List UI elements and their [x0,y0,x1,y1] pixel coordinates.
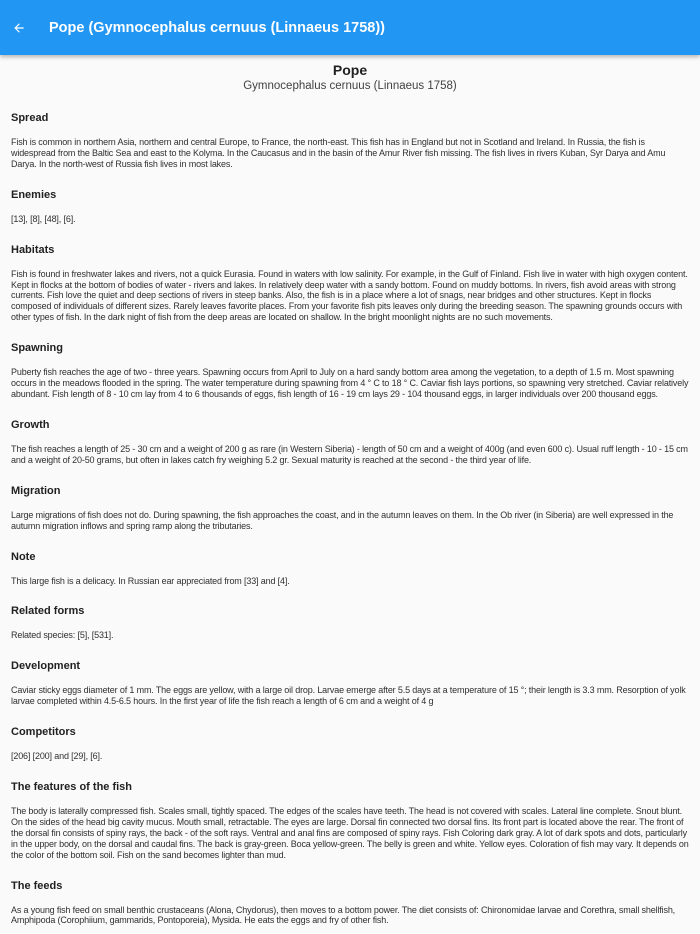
section-enemies [11,180,689,235]
fish-name: Pope [332,62,368,78]
section-note [11,542,689,597]
section-title: Habitats [11,243,55,256]
section-title: Note [11,550,36,563]
section-migration [11,476,689,542]
section-feeds [11,871,689,934]
section-spread [11,103,689,180]
section-text: As a young fish feed on small benthic crustaceans (Alona, Chydorus), then moves to a bottom power. The diet consists of: Chironomidae larvae and Corethra, small shellfish, Amphipoda (Corophiium, gammarids, Pontoporeia), Mysida. He eats the eggs and fry of other fish. [11,904,676,926]
section-text: Large migrations of fish does not do. During spawning, the fish approaches the coast, and in the autumn leaves on them. In the Ob river (in Siberia) are well expressed in the autumn migration inflows and spring ramp along the tributaries. [11,509,674,531]
fish-latin-name: Gymnocephalus cernuus (Linnaeus 1758) [243,80,457,92]
section-title: The features of the fish [11,781,133,794]
section-title: The feeds [11,879,63,892]
section-text: This large fish is a delicacy. In Russian ear appreciated from [33] and [4]. [11,575,290,586]
section-habitats [11,235,689,334]
section-text: Caviar sticky eggs diameter of 1 mm. The eggs are yellow, with a large oil drop. Larvae emerge after 5.5 days at a temperature of 15 °; their length is 3.3 mm. Resorption of yolk larvae completed within 4.5-6.5 hours. In the first year of life the fish reach a length of 6 cm and a weight of 4 g [11,685,686,707]
fish-header [0,55,700,93]
section-title: Development [11,660,81,673]
section-text: Related species: [5], [531]. [11,630,114,641]
app-bar [0,0,700,55]
section-title: Spread [11,112,49,124]
section-title: Growth [11,418,50,431]
section-text: [206] [200] and [29], [6]. [11,751,103,762]
sections-list [0,103,700,934]
section-text: [13], [8], [48], [6]. [11,213,76,224]
section-title: Competitors [11,726,76,739]
section-text: The body is laterally compressed fish. Scales small, tightly spaced. The edges of the scales have teeth. The head is not covered with scales. Lateral line complete. Snout blunt. On the sides of the head big cavity mucus. Mouth small, retractable. The eyes are large. Dorsal fin connected two dorsal fins. Its front part is located above the rear. The front of the dorsal fin consists of spiny rays, the back - of the soft rays. Ventral and anal fins are composed of spiny rays. Fish Coloring dark gray. A lot of dark spots and dots, particularly in the upper body, on the dorsal and caudal fins. The back is gray-green. Boca yellow-green. The belly is green and white. Yellow eyes. Coloration of fish may vary. It depends on the color of the bottom soil. Fish on the sand becomes lighter than mud. [11,806,689,860]
section-development [11,651,689,717]
section-spawning [11,333,689,410]
section-competitors [11,717,689,772]
app-bar-title: Pope (Gymnocephalus cernuus (Linnaeus 1758)) [49,19,385,36]
section-text: Puberty fish reaches the age of two - three years. Spawning occurs from April to July on a hard sandy bottom area among the vegetation, to a depth of 1.5 m. Most spawning occurs in the meadows flooded in the spring. The water temperature during spawning from 4 ° C to 18 ° C. Caviar fish lays portions, so spawning very stretched. Caviar relatively abundant. Fish length of 8 - 10 cm lay from 4 to 6 thousands of eggs, fish length of 16 - 19 cm lays 29 - 104 thousand eggs, in larger individuals over 200 thousand eggs. [11,367,689,399]
section-text: The fish reaches a length of 25 - 30 cm and a weight of 200 g as rare (in Western Siberia) - length of 50 cm and a weight of 400g (and even 600 c). Usual ruff length - 10 - 15 cm and a weight of 20-50 grams, but often in lakes catch fry weighing 5.2 gr. Sexual maturity is reached at the second - the third year of life. [11,443,688,465]
section-title: Migration [11,484,61,497]
back-button[interactable] [0,0,38,55]
section-features [11,772,689,871]
section-growth [11,410,689,476]
arrow-back-icon [12,21,26,35]
section-text: Fish is common in northern Asia, northern and central Europe, to France, the north-east. This fish has in England but not in Scotland and Ireland. In Russia, the fish is widespread from the Baltic Sea and east to the Kolyma. In the Caucasus and in the basin of the Amur River fish missing. The fish lives in rivers Kuban, Syr Darya and Amu Darya. In the north-west of Russia fish lives in most lakes. [11,137,666,169]
section-related-forms [11,596,689,651]
section-title: Enemies [11,188,57,201]
section-title: Related forms [11,605,85,618]
section-title: Spawning [11,342,63,355]
fish-detail-content[interactable] [0,55,700,934]
section-text: Fish is found in freshwater lakes and rivers, not a quick Eurasia. Found in waters with low salinity. For example, in the Gulf of Finland. Fish live in water with high oxygen content. Kept in flocks at the bottom of bodies of water - rivers and lakes. In relatively deep water with a sandy bottom. Found on muddy bottoms. In rivers, fish avoid areas with strong currents. Fish love the quiet and deep sections of rivers in steep banks. Also, the fish is in a place where a lot of snags, near bridges and other structures. Kept in flocks composed of individuals of different sizes. Rarely leaves favorite places. From your favorite fish pits leaves only during the breeding season. The spawning grounds occurs with other types of fish. In the dark night of fish from the deep areas are located on shallow. In the bright moonlight nights are no such movements. [11,268,688,323]
